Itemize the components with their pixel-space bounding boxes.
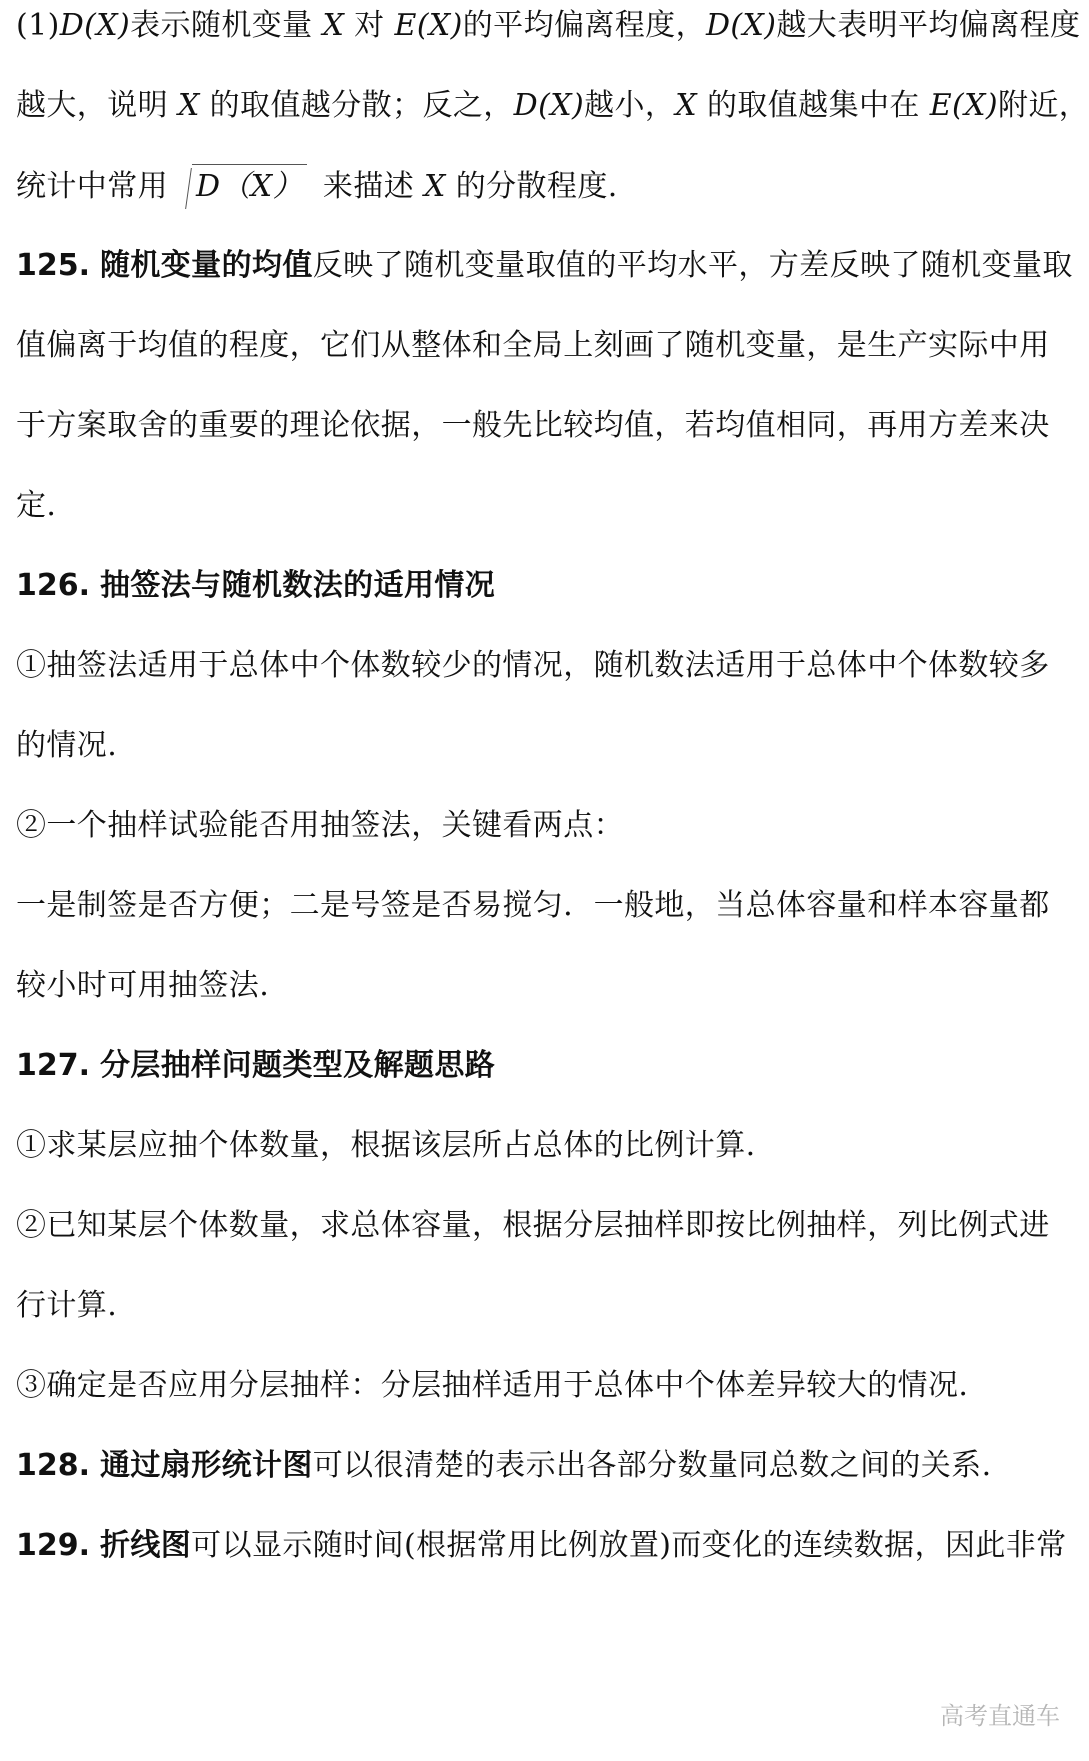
section-number: 128. — [16, 1448, 91, 1483]
text-line — [16, 964, 1064, 1008]
text-span: ①求某层应抽个体数量，根据该层所占总体的比例计算. — [16, 1128, 756, 1163]
text-span: 反映了随机变量取值的平均水平，方差反映了随机变量取 — [312, 248, 1073, 283]
text-line — [16, 804, 1064, 848]
text-span: 值偏离于均值的程度，它们从整体和全局上刻画了随机变量，是生产实际中用 — [16, 328, 1050, 363]
section-heading: 折线图 — [99, 1528, 192, 1563]
text-span: ②已知某层个体数量，求总体容量，根据分层抽样即按比例抽样，列比例式进 — [16, 1208, 1050, 1243]
text-span: ②一个抽样试验能否用抽签法，关键看两点： — [16, 808, 624, 843]
text-line — [16, 4, 1081, 48]
section-128-line — [16, 1444, 1064, 1488]
text-span: (1) — [16, 8, 60, 43]
section-125-line — [16, 244, 1073, 288]
section-number: 127. — [16, 1048, 91, 1083]
text-span: 行计算. — [16, 1288, 118, 1323]
text-span: ①抽签法适用于总体中个体数较少的情况，随机数法适用于总体中个体数较多 — [16, 648, 1050, 683]
text-line — [16, 644, 1064, 688]
text-span: 可以很清楚的表示出各部分数量同总数之间的关系. — [312, 1448, 992, 1483]
text-span: 可以显示随时间(根据常用比例放置)而变化的连续数据，因此非常 — [191, 1528, 1067, 1563]
math-dx: D(X) — [705, 8, 777, 43]
text-span: 较小时可用抽签法. — [16, 968, 270, 1003]
text-span: 的分散程度. — [445, 169, 618, 204]
section-number: 129. — [16, 1528, 91, 1563]
text-line — [16, 484, 1064, 528]
text-line — [16, 84, 1089, 128]
text-span: 的情况. — [16, 728, 118, 763]
text-line — [16, 164, 1064, 209]
math-x: X — [177, 88, 200, 123]
text-span: 对 — [344, 8, 395, 43]
text-line — [16, 1284, 1064, 1328]
section-heading: 抽签法与随机数法的适用情况 — [99, 568, 496, 603]
text-span: 定. — [16, 488, 57, 523]
math-dx: D(X) — [513, 88, 585, 123]
section-129-line — [16, 1524, 1067, 1568]
text-span: ③确定是否应用分层抽样：分层抽样适用于总体中个体差异较大的情况. — [16, 1368, 969, 1403]
section-number: 125. — [16, 248, 91, 283]
math-dx: D(X) — [59, 8, 131, 43]
text-span: 的平均偏离程度， — [462, 8, 706, 43]
text-span: 的取值越分散；反之， — [199, 88, 514, 123]
text-line — [16, 404, 1064, 448]
watermark-text: 高考直通车 — [940, 1702, 1060, 1730]
math-ex: E(X) — [394, 8, 463, 43]
math-ex: E(X) — [929, 88, 998, 123]
text-span: 一是制签是否方便；二是号签是否易搅匀．一般地，当总体容量和样本容量都 — [16, 888, 1050, 923]
sqrt-symbol — [178, 164, 307, 209]
text-span: 越大，说明 — [16, 88, 178, 123]
text-span: 来描述 — [312, 169, 425, 204]
text-line — [16, 324, 1064, 368]
section-126-line — [16, 564, 1064, 608]
section-heading: 通过扇形统计图 — [99, 1448, 313, 1483]
text-line — [16, 724, 1064, 768]
section-127-line — [16, 1044, 1064, 1088]
text-line — [16, 884, 1064, 928]
text-span: 于方案取舍的重要的理论依据，一般先比较均值，若均值相同，再用方差来决 — [16, 408, 1050, 443]
math-x: X — [322, 8, 345, 43]
math-x: X — [424, 169, 446, 204]
text-span: 越大表明平均偏离程度 — [776, 8, 1081, 43]
text-line — [16, 1124, 1064, 1168]
text-line — [16, 1204, 1064, 1248]
section-number: 126. — [16, 568, 91, 603]
text-span: 附近， — [997, 88, 1089, 123]
math-x: X — [675, 88, 698, 123]
text-span: 的取值越集中在 — [697, 88, 930, 123]
section-heading: 分层抽样问题类型及解题思路 — [99, 1048, 496, 1083]
text-span: 越小， — [584, 88, 676, 123]
math-dx: D（X） — [192, 164, 307, 209]
text-span: 表示随机变量 — [130, 8, 323, 43]
section-heading: 随机变量的均值 — [99, 248, 313, 283]
text-span: 统计中常用 — [16, 169, 178, 204]
text-line — [16, 1364, 1064, 1408]
